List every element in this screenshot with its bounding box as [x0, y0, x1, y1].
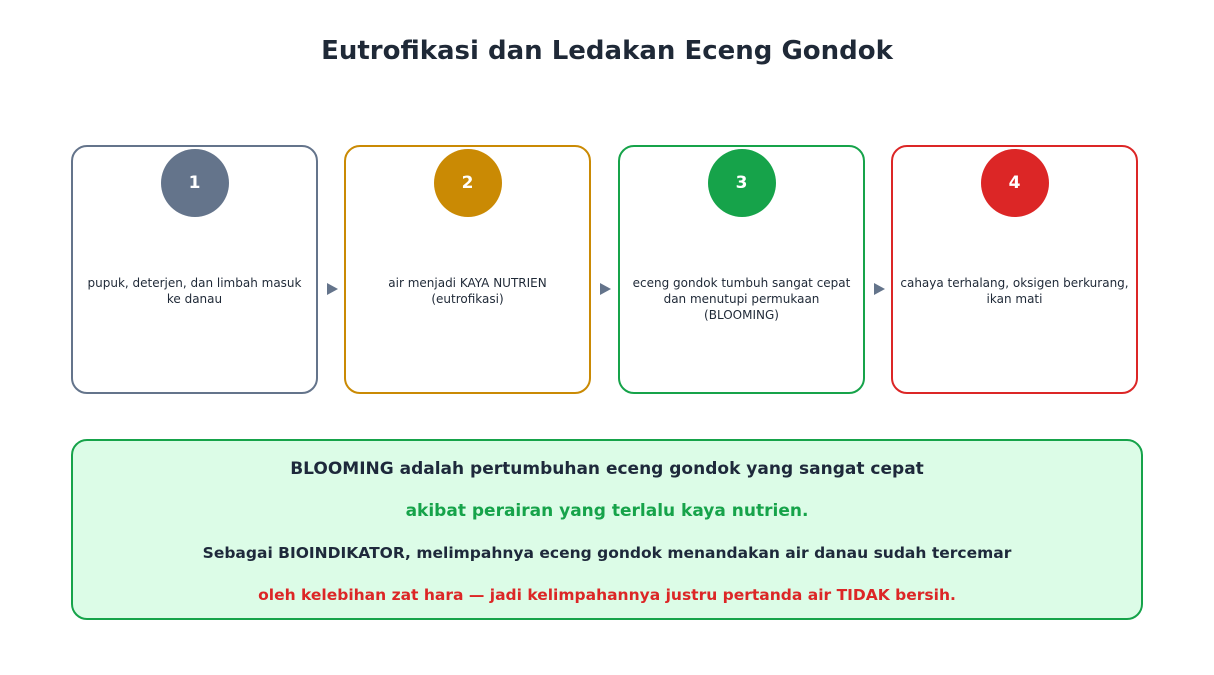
summary-box	[71, 439, 1143, 620]
arrow-right-icon	[327, 283, 338, 295]
step-description: air menjadi KAYA NUTRIEN (eutrofikasi)	[388, 276, 547, 306]
summary-line-bioindicator: Sebagai BIOINDIKATOR, melimpahnya eceng gondok menandakan air danau sudah tercemar	[202, 544, 1012, 562]
step-description: pupuk, deterjen, dan limbah masuk ke danau	[87, 276, 302, 306]
step-box-3	[618, 145, 865, 394]
step-description: eceng gondok tumbuh sangat cepat dan menutupi permukaan (BLOOMING)	[632, 276, 851, 322]
step-number-badge: 2	[434, 149, 502, 217]
step-number-badge: 3	[708, 149, 776, 217]
summary-line-conclusion: oleh kelebihan zat hara — jadi kelimpahannya justru pertanda air TIDAK bersih.	[258, 586, 956, 604]
step-box-2	[344, 145, 591, 394]
summary-line-definition: BLOOMING adalah pertumbuhan eceng gondok yang sangat cepat	[290, 459, 924, 479]
arrow-right-icon	[600, 283, 611, 295]
step-box-4	[891, 145, 1138, 394]
arrow-right-icon	[874, 283, 885, 295]
diagram-title: Eutrofikasi dan Ledakan Eceng Gondok	[321, 36, 893, 66]
summary-line-cause: akibat perairan yang terlalu kaya nutrien.	[405, 501, 809, 521]
step-box-1	[71, 145, 318, 394]
step-description: cahaya terhalang, oksigen berkurang, ikan mati	[900, 276, 1129, 306]
step-number-badge: 4	[981, 149, 1049, 217]
step-number-badge: 1	[161, 149, 229, 217]
